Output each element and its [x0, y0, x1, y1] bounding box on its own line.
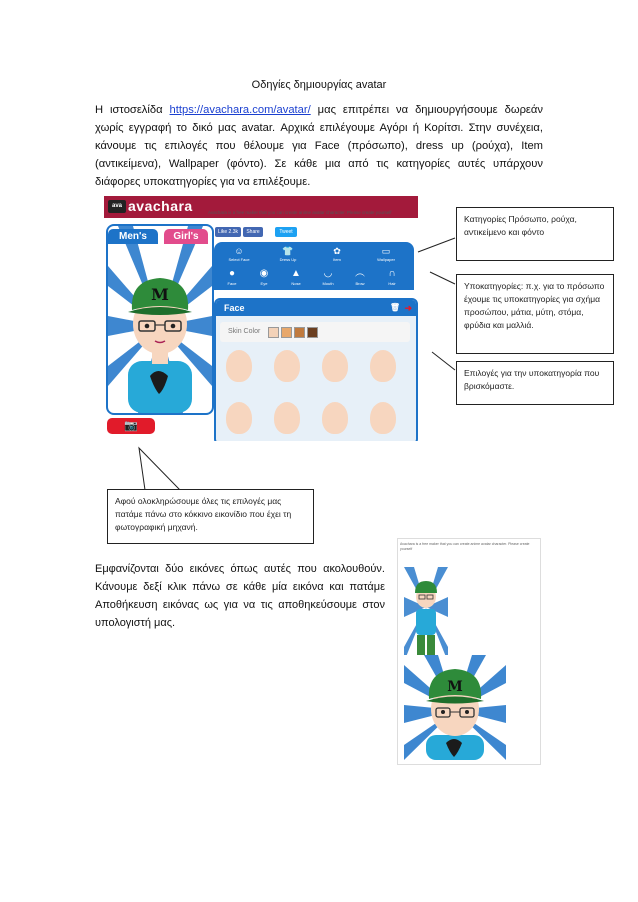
nose-icon: ▲	[291, 268, 301, 279]
site-logo[interactable]: avachara	[128, 198, 193, 214]
subcat-nose[interactable]: ▲ Nose	[282, 267, 310, 286]
callout-subcategories: Υποκατηγορίες: π.χ. για το πρόσωπο έχουμε τις υποκατηγορίες για σχήμα προσώπου, μάτια, μύτη, στόμα, φρύδια και μαλλιά.	[456, 274, 614, 354]
next-arrow-icon[interactable]: ➜	[404, 303, 412, 313]
instructions-paragraph: Εμφανίζονται δύο εικόνες όπως αυτές που ακολουθούν. Κάνουμε δεξί κλικ πάνω σε κάθε μία εικόνα και πατάμε Αποθήκευση εικόνας ως για να τις αποθηκεύσουμε στον υπολογιστή μας.	[95, 563, 385, 629]
girls-button[interactable]: Girl's	[164, 229, 208, 244]
subcat-brow[interactable]: ︵ Brow	[346, 267, 374, 286]
subcat-mouth[interactable]: ◡ Mouth	[314, 267, 342, 286]
trash-icon[interactable]: 🗑	[389, 303, 400, 312]
subcat-eye[interactable]: ◉ Eye	[250, 267, 278, 286]
avachara-link[interactable]: https://avachara.com/avatar/	[169, 104, 311, 116]
mens-button[interactable]: Men's	[108, 229, 158, 244]
intro-paragraph: Η ιστοσελίδα https://avachara.com/avatar/ μας επιτρέπει να δημιουργήσουμε δωρεάν χωρίς εγγραφή το δικό μας avatar. Αρχικά επιλέγουμε Αγόρι ή Κορίτσι. Στην συνέχεια, κάνουμε τις επιλογές που θέλουμε για Face (πρόσωπο), dress up (ρούχα), Item (αντικείμενα), Wallpaper (φόντο). Σε κάθε μια από τις κατηγορίες αυτές υπάρχουν διάφορες υποκατηγορίες για να επιλέξουμε.	[95, 104, 543, 188]
avatar-portrait-image[interactable]	[404, 655, 506, 760]
wallpaper-icon: ▭	[381, 246, 391, 256]
shirt-icon: 👕	[282, 246, 294, 256]
like-button[interactable]: Like 2.3k	[215, 227, 241, 237]
eye-icon: ◉	[259, 268, 269, 279]
tab-wallpaper[interactable]: ▭ Wallpaper	[365, 246, 407, 264]
tab-item[interactable]: ✿ Item	[316, 246, 358, 264]
camera-icon: 📷	[124, 420, 138, 432]
face-icon: ☺	[234, 246, 244, 256]
result-screenshot	[397, 538, 541, 765]
callout-camera: Αφού ολοκληρώσουμε όλες τις επιλογές μας πατάμε πάνω στο κόκκινο εικονίδιο που έχει τη φωτογραφική μηχανή.	[107, 489, 314, 544]
page-title: Οδηγίες δημιουργίας avatar	[251, 79, 387, 91]
tab-select-face[interactable]: ☺ Select Face	[218, 246, 260, 264]
face-panel-title: Face 🗑 ➜	[216, 300, 416, 316]
mouth-icon: ◡	[323, 268, 333, 279]
logo-badge: ava	[108, 200, 126, 213]
tab-dress-up[interactable]: 👕 Dress Up	[267, 246, 309, 264]
hair-icon: ∩	[388, 268, 396, 279]
cap-letter: M	[447, 679, 463, 695]
brow-icon: ︵	[355, 268, 365, 279]
subcat-hair[interactable]: ∩ Hair	[378, 267, 406, 286]
site-tagline: Avachara is a free maker that you can create anime avatar character. Please create yourself	[208, 210, 392, 215]
skin-color-label: Skin Color	[228, 328, 261, 335]
callout-categories: Κατηγορίες Πρόσωπο, ρούχα, αντικείμενο και φόντο	[456, 207, 614, 261]
star-icon: ✿	[333, 246, 341, 256]
head-icon: ●	[228, 268, 236, 279]
cap-letter: M	[151, 285, 169, 304]
share-button[interactable]: Share	[243, 227, 263, 237]
tweet-button[interactable]: Tweet	[275, 227, 297, 237]
subcat-face[interactable]: ● Face	[218, 267, 246, 286]
result-caption: Avachara is a free maker that you can create anime avatar character. Please create yourself	[400, 542, 530, 551]
callout-options: Επιλογές για την υποκατηγορία που βρισκόμαστε.	[456, 361, 614, 405]
